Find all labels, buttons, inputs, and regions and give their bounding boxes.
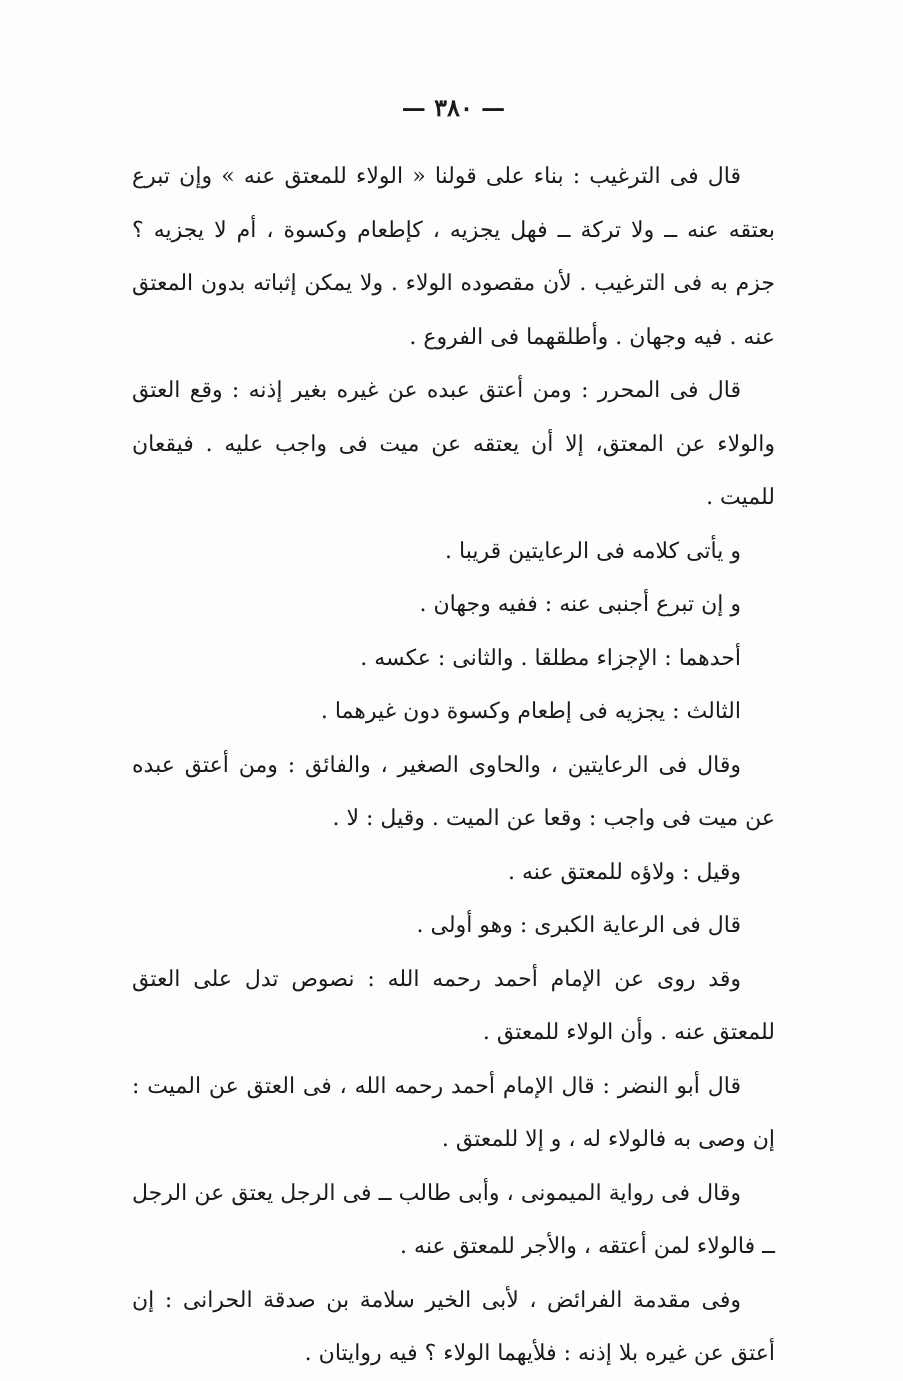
- page-number: — ٣٨٠ —: [401, 93, 506, 122]
- paragraph: أحدهما : الإجزاء مطلقا . والثانى : عكسه .: [360, 645, 741, 671]
- paragraph: وقد روى عن الإمام أحمد رحمه الله : نصوص تدل على العتق للمعتق عنه . وأن الولاء للمعتق .: [132, 966, 775, 1045]
- paragraph: وقال فى الرعايتين ، والحاوى الصغير ، والفائق : ومن أعتق عبده عن ميت فى واجب : وقعا عن الميت . وقيل : لا .: [132, 752, 775, 831]
- paragraph: وفى مقدمة الفرائض ، لأبى الخير سلامة بن صدقة الحرانى : إن أعتق عن غيره بلا إذنه : فلأيهما الولاء ؟ فيه روايتان .: [132, 1287, 775, 1366]
- text-body: [132, 150, 775, 1381]
- paragraph: و إن تبرع أجنبى عنه : ففيه وجهان .: [419, 592, 741, 617]
- paragraph: وقيل : ولاؤه للمعتق عنه .: [508, 859, 741, 885]
- paragraph: قال أبو النضر : قال الإمام أحمد رحمه الله ، فى العتق عن الميت : إن وصى به فالولاء له ، و إلا للمعتق .: [132, 1073, 775, 1152]
- paragraph: الثالث : يجزيه فى إطعام وكسوة دون غيرهما .: [320, 699, 741, 724]
- paragraph: وقال فى رواية الميمونى ، وأبى طالب ــ فى الرجل يعتق عن الرجل ــ فالولاء لمن أعتقه ، والأجر للمعتق عنه .: [132, 1180, 775, 1259]
- paragraph: قال فى الترغيب : بناء على قولنا « الولاء للمعتق عنه » وإن تبرع بعتقه عنه ــ ولا تركة ــ فهل يجزيه ، كإطعام وكسوة ، أم لا يجزيه ؟ جزم به فى الترغيب . لأن مقصوده الولاء . ولا يمكن إثباته بدون المعتق عنه . فيه وجهان . وأطلقهما فى الفروع .: [132, 164, 775, 350]
- paragraph: قال فى المحرر : ومن أعتق عبده عن غيره بغير إذنه : وقع العتق والولاء عن المعتق، إلا أن يعتقه عن ميت فى واجب عليه . فيقعان للميت .: [132, 378, 775, 510]
- paragraph: قال فى الرعاية الكبرى : وهو أولى .: [416, 913, 741, 938]
- paragraph: و يأتى كلامه فى الرعايتين قريبا .: [445, 538, 741, 564]
